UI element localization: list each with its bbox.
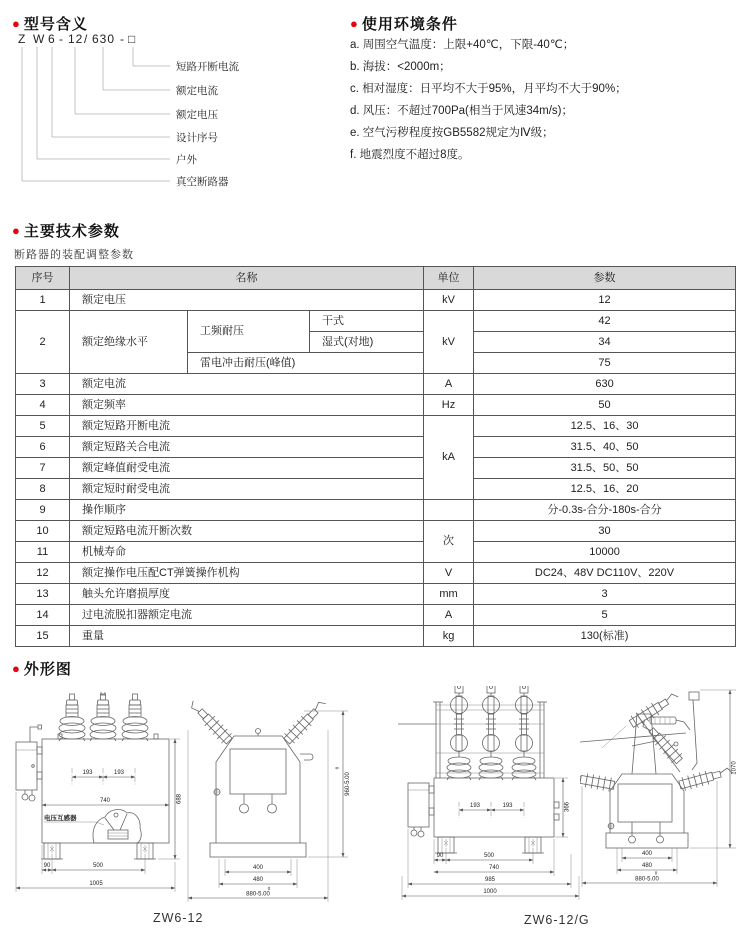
table-row — [16, 542, 736, 563]
dim-label: 740 — [488, 865, 500, 871]
cell: 额定短路电流开断次数 — [70, 521, 424, 542]
model-label-5: 真空断路器 — [176, 176, 229, 188]
cell: kA — [424, 416, 474, 500]
dim-label: 500 — [483, 853, 495, 859]
svg-text:-: - — [59, 32, 64, 46]
dim-label: 880-5.00 — [635, 876, 659, 883]
cell: A — [424, 605, 474, 626]
parameters-table — [15, 266, 736, 647]
header-no: 序号 — [16, 267, 70, 290]
dim-label: 985 — [484, 877, 496, 883]
cell: 30 — [474, 521, 736, 542]
table-row — [16, 521, 736, 542]
cell: 额定操作电压配CT弹簧操作机构 — [70, 563, 424, 584]
outline-drawing-zw6-12-side — [186, 692, 381, 907]
cell: 31.5、40、50 — [474, 437, 736, 458]
cell: 3 — [16, 374, 70, 395]
cell: 过电流脱扣器额定电流 — [70, 605, 424, 626]
cell: 34 — [474, 332, 736, 353]
outline-drawing-zw6-12g-side — [580, 686, 745, 911]
dim-label: 1005 — [89, 881, 103, 887]
outline-drawing-zw6-12g-front — [398, 686, 583, 911]
svg-text:/: / — [84, 32, 89, 46]
dim-label: 90 — [436, 853, 444, 859]
dim-label: 1070 — [731, 761, 738, 775]
cell: 分-0.3s-合分-180s-合分 — [474, 500, 736, 521]
dim-tolerance: 0 — [654, 870, 658, 876]
cell: 12.5、16、20 — [474, 479, 736, 500]
cell: 2 — [16, 311, 70, 374]
env-item: e. 空气污秽程度按GB5582规定为Ⅳ级； — [350, 127, 554, 139]
table-header-row — [16, 267, 736, 290]
cell: 5 — [474, 605, 736, 626]
model-label-2: 额定电压 — [176, 109, 218, 121]
cell: 额定峰值耐受电流 — [70, 458, 424, 479]
env-item: b. 海拔：<2000m； — [350, 61, 451, 73]
cell: 4 — [16, 395, 70, 416]
params-section-title — [12, 220, 120, 241]
cell: 次 — [424, 521, 474, 563]
cell: 6 — [16, 437, 70, 458]
cell: V — [424, 563, 474, 584]
table-row — [16, 626, 736, 647]
env-title-text: 使用环境条件 — [361, 16, 458, 33]
vt-label: 电压互感器 — [44, 815, 77, 822]
dim-label: 740 — [99, 798, 111, 804]
svg-text:Z: Z — [18, 32, 27, 46]
cell: 12 — [474, 290, 736, 311]
cell: 15 — [16, 626, 70, 647]
cell: 12 — [16, 563, 70, 584]
params-title-text: 主要技术参数 — [23, 223, 120, 240]
model-label-4: 户外 — [176, 154, 197, 166]
header-name: 名称 — [70, 267, 424, 290]
cell: 3 — [474, 584, 736, 605]
table-row — [16, 479, 736, 500]
cell: 130(标准) — [474, 626, 736, 647]
cell: 额定短路开断电流 — [70, 416, 424, 437]
dim-label: 193 — [469, 803, 481, 809]
table-row — [16, 416, 736, 437]
cell: 触头允许磨损厚度 — [70, 584, 424, 605]
cell: 14 — [16, 605, 70, 626]
svg-text:12: 12 — [68, 32, 84, 46]
cell: 额定频率 — [70, 395, 424, 416]
header-param: 参数 — [474, 267, 736, 290]
env-conditions-list — [350, 34, 746, 166]
model-label-1: 额定电流 — [176, 85, 218, 97]
dim-label: 400 — [252, 865, 264, 871]
dim-label: 193 — [82, 770, 93, 776]
cell: kg — [424, 626, 474, 647]
params-subtitle: 断路器的装配调整参数 — [14, 249, 134, 261]
table-row — [16, 290, 736, 311]
dim-label: 880-5.00 — [246, 891, 270, 898]
table-row — [16, 500, 736, 521]
dim-tolerance: 0 — [334, 766, 340, 770]
red-bullet-icon: ● — [12, 661, 21, 676]
dim-label: 193 — [113, 770, 125, 776]
table-row — [16, 437, 736, 458]
cell: 雷电冲击耐压(峰值) — [188, 353, 424, 374]
dim-tolerance: 0 — [267, 886, 271, 891]
red-bullet-icon: ● — [12, 16, 21, 31]
cell: 重量 — [70, 626, 424, 647]
cell: 机械寿命 — [70, 542, 424, 563]
dim-label: 193 — [502, 803, 513, 809]
cell: 额定电压 — [70, 290, 424, 311]
dim-label: 1000 — [483, 889, 497, 895]
dim-label: 90 — [43, 863, 51, 869]
dim-label: 500 — [92, 863, 104, 869]
caption-zw6-12g: ZW6-12/G — [524, 913, 590, 927]
cell: 50 — [474, 395, 736, 416]
cell: 12.5、16、30 — [474, 416, 736, 437]
table-row — [16, 395, 736, 416]
caption-zw6-12: ZW6-12 — [153, 911, 204, 925]
cell: 额定短时耐受电流 — [70, 479, 424, 500]
outline-title-text: 外形图 — [23, 661, 72, 678]
cell: 额定短路关合电流 — [70, 437, 424, 458]
cell: 9 — [16, 500, 70, 521]
red-bullet-icon: ● — [350, 16, 359, 31]
cell: 11 — [16, 542, 70, 563]
dim-label: 480 — [641, 863, 653, 869]
svg-text:-: - — [120, 32, 125, 46]
model-title-text: 型号含义 — [23, 16, 88, 33]
cell: 10000 — [474, 542, 736, 563]
svg-text:6: 6 — [48, 32, 56, 46]
cell: kV — [424, 311, 474, 374]
cell: 1 — [16, 290, 70, 311]
env-item: a. 周围空气温度：上限+40℃，下限-40℃； — [350, 39, 575, 51]
cell: 10 — [16, 521, 70, 542]
cell: 额定绝缘水平 — [70, 311, 188, 374]
dim-label: 688 — [176, 793, 183, 805]
dim-label: 400 — [641, 851, 653, 857]
dim-label: 960-5.00 — [345, 772, 351, 796]
env-item: c. 相对湿度：日平均不大于95%，月平均不大于90%； — [350, 83, 627, 95]
cell: 湿式(对地) — [310, 332, 424, 353]
cell: 630 — [474, 374, 736, 395]
cell: 干式 — [310, 311, 424, 332]
cell: kV — [424, 290, 474, 311]
cell: A — [424, 374, 474, 395]
outline-drawing-zw6-12-front — [8, 692, 186, 907]
svg-text:□: □ — [128, 32, 137, 46]
dim-label: 366 — [564, 801, 571, 813]
svg-text:W: W — [33, 32, 46, 46]
model-label-0: 短路开断电流 — [176, 61, 239, 73]
table-row — [16, 458, 736, 479]
env-section-title — [350, 13, 458, 34]
table-row — [16, 311, 736, 332]
cell: 75 — [474, 353, 736, 374]
red-bullet-icon: ● — [12, 223, 21, 238]
cell: Hz — [424, 395, 474, 416]
env-item: d. 风压：不超过700Pa(相当于风速34m/s)； — [350, 105, 574, 117]
cell: 额定电流 — [70, 374, 424, 395]
cell: mm — [424, 584, 474, 605]
dim-label: 480 — [252, 877, 264, 883]
cell: 操作顺序 — [70, 500, 424, 521]
cell: 工频耐压 — [188, 311, 310, 353]
model-designation-diagram — [12, 30, 342, 200]
svg-text:630: 630 — [92, 32, 116, 46]
table-row — [16, 374, 736, 395]
cell: 5 — [16, 416, 70, 437]
cell: 13 — [16, 584, 70, 605]
table-row — [16, 605, 736, 626]
cell: 8 — [16, 479, 70, 500]
table-row — [16, 584, 736, 605]
cell: 42 — [474, 311, 736, 332]
cell: 7 — [16, 458, 70, 479]
outline-section-title — [12, 658, 72, 679]
cell: 31.5、50、50 — [474, 458, 736, 479]
env-item: f. 地震烈度不超过8度。 — [350, 149, 470, 161]
model-label-3: 设计序号 — [176, 132, 218, 144]
table-row — [16, 563, 736, 584]
cell: DC24、48V DC110V、220V — [474, 563, 736, 584]
header-unit: 单位 — [424, 267, 474, 290]
cell — [424, 500, 474, 521]
